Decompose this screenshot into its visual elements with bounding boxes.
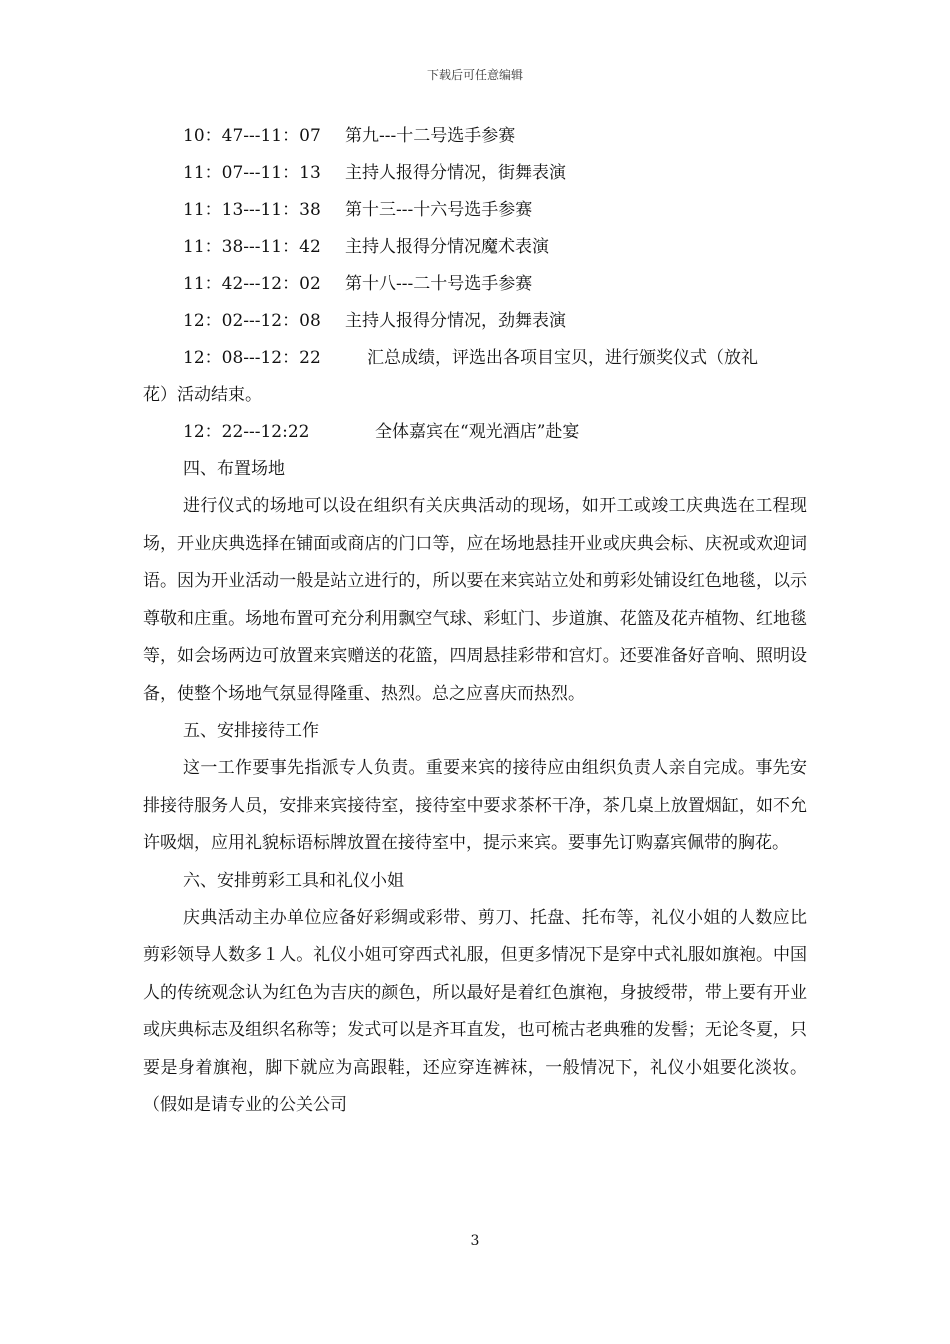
section-paragraph: 庆典活动主办单位应备好彩绸或彩带、剪刀、托盘、托布等，礼仪小姐的人数应比剪彩领导人数多１人。礼仪小姐可穿西式礼服，但更多情况下是穿中式礼服如旗袍。中国人的传统观念认为红色为吉庆的颜色，所以最好是着红色旗袍，身披绶带，带上要有开业或庆典标志及组织名称等；发式可以是齐耳直发，也可梳古老典雅的发髻；无论冬夏，只要是身着旗袍，脚下就应为高跟鞋，还应穿连裤袜，一般情况下，礼仪小姐要化淡妆。（假如是请专业的公关公司 [143, 907, 807, 1115]
schedule-time: 12：22---12:22 [183, 422, 310, 442]
schedule-row-banquet [143, 414, 807, 451]
schedule-row-award [143, 340, 807, 377]
schedule-row [143, 303, 807, 340]
page-number: 3 [470, 1233, 480, 1249]
schedule-continuation: 花）活动结束。 [143, 385, 262, 405]
page-header: 下载后可任意编辑 [426, 68, 523, 82]
schedule-time: 11：42---12：02 [183, 274, 321, 294]
section-paragraph: 这一工作要事先指派专人负责。重要来宾的接待应由组织负责人亲自完成。事先安排接待服务人员，安排来宾接待室，接待室中要求茶杯干净，茶几桌上放置烟缸，如不允许吸烟，应用礼貌标语标牌放置在接待室中，提示来宾。要事先订购嘉宾佩带的胸花。 [143, 758, 807, 853]
schedule-event: 第十八---二十号选手参赛 [345, 274, 533, 294]
schedule-row [143, 192, 807, 229]
section-heading: 四、布置场地 [183, 459, 285, 479]
section-paragraph: 进行仪式的场地可以设在组织有关庆典活动的现场，如开工或竣工庆典选在工程现场，开业庆典选择在铺面或商店的门口等，应在场地悬挂开业或庆典会标、庆祝或欢迎词语。因为开业活动一般是站立进行的，所以要在来宾站立处和剪彩处铺设红色地毯，以示尊敬和庄重。场地布置可充分利用飘空气球、彩虹门、步道旗、花篮及花卉植物、红地毯等，如会场两边可放置来宾赠送的花篮，四周悬挂彩带和宫灯。还要准备好音响、照明设备，使整个场地气氛显得隆重、热烈。总之应喜庆而热烈。 [143, 496, 807, 704]
schedule-time: 12：02---12：08 [183, 311, 321, 331]
schedule-event: 主持人报得分情况，劲舞表演 [345, 311, 566, 331]
schedule-row [143, 118, 807, 155]
schedule-time: 11：13---11：38 [183, 200, 321, 220]
schedule-event: 主持人报得分情况魔术表演 [345, 237, 549, 257]
schedule-time: 10：47---11：07 [183, 126, 321, 146]
schedule-event: 第十三---十六号选手参赛 [345, 200, 533, 220]
schedule-row [143, 266, 807, 303]
schedule-row [143, 155, 807, 192]
schedule-event: 第九---十二号选手参赛 [345, 126, 516, 146]
schedule-event: 汇总成绩，评选出各项目宝贝，进行颁奖仪式（放礼 [367, 348, 758, 368]
schedule-time: 11：07---11：13 [183, 163, 321, 183]
schedule-event: 主持人报得分情况，街舞表演 [345, 163, 566, 183]
document-body [143, 118, 807, 1125]
schedule-time: 11：38---11：42 [183, 237, 321, 257]
section-heading: 五、安排接待工作 [183, 721, 319, 741]
schedule-event: 全体嘉宾在“观光酒店”赴宴 [375, 422, 580, 442]
schedule-time: 12：08---12：22 [183, 348, 321, 368]
section-heading: 六、安排剪彩工具和礼仪小姐 [183, 870, 404, 891]
schedule-row [143, 229, 807, 266]
